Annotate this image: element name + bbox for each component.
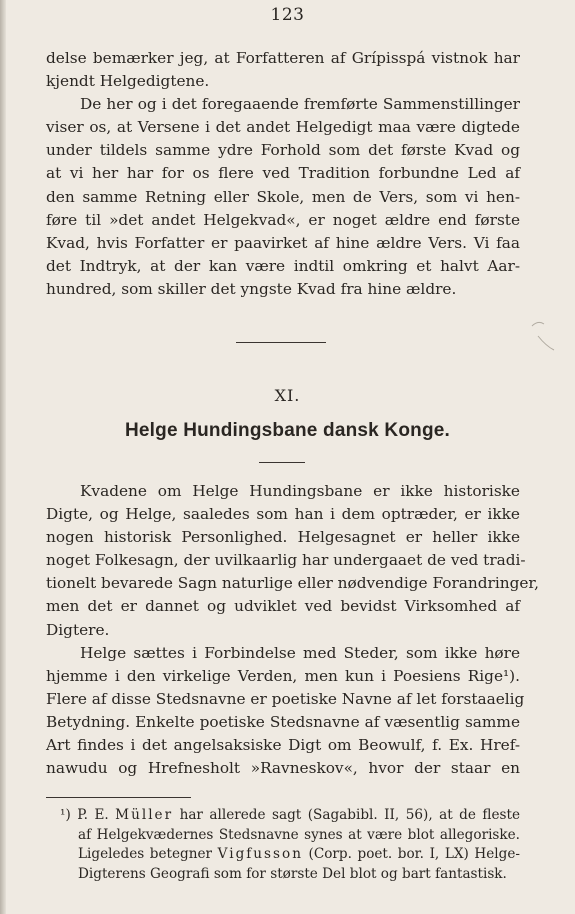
top-text <box>46 47 520 301</box>
text-line: men det er dannet og udviklet ved bevidst Virksomhed af <box>46 597 520 616</box>
text-line: noget Folkesagn, der uvilkaarlig har undergaaet de ved tradi- <box>46 551 526 570</box>
text-line: nawudu og Hrefnesholt »Ravneskov«, hvor der staar en <box>46 759 520 778</box>
text-line: den samme Retning eller Skole, men de Vers, som vi hen- <box>46 187 520 206</box>
footnote <box>46 806 520 884</box>
footnote-text: Ligeledes betegner <box>78 846 218 863</box>
text-line: Art findes i det angelsaksiske Digt om Beowulf, f. Ex. Href- <box>46 736 520 755</box>
text-line: det Indtryk, at der kan være indtil omkring et halvt Aar- <box>46 256 520 275</box>
body-text <box>46 480 539 780</box>
text-line: viser os, at Versene i det andet Helgedigt maa være digtede <box>46 118 520 137</box>
text-line: Flere af disse Stedsnavne er poetiske Navne af let forstaaelig <box>46 689 525 708</box>
footnote-text: af Helgekvædernes Stedsnavne synes at være blot allegoriske. <box>78 826 520 843</box>
text-line: nogen historisk Personlighed. Helgesagnet er heller ikke <box>46 528 520 547</box>
text-line: Digte, og Helge, saaledes som han i dem optræder, er ikke <box>46 505 520 524</box>
text-line: Digtere. <box>46 620 110 639</box>
author-name: Vigfusson <box>217 846 303 863</box>
footnote-line <box>46 826 520 846</box>
chapter-number: XI. <box>274 386 301 405</box>
text-line: delse bemærker jeg, at Forfatteren af Grípisspá vistnok har <box>46 49 520 67</box>
page-number: 123 <box>270 5 305 25</box>
footnote-text: (Corp. poet. bor. I, LX) Helge- <box>302 846 520 863</box>
text-line: at vi her har for os flere ved Tradition forbundne Led af <box>46 164 520 183</box>
text-line: Kvad, hvis Forfatter er paavirket af hine ældre Vers. Vi faa <box>46 233 520 252</box>
text-line: føre til »det andet Helgekvad«, er noget ældre end første <box>46 210 520 229</box>
author-name: Müller <box>115 807 174 823</box>
section-divider <box>236 342 326 343</box>
footnote-text: P. E. <box>77 807 116 823</box>
page-edge-shadow <box>0 0 6 914</box>
text-line: Helge sættes i Forbindelse med Steder, som ikke høre <box>80 643 520 662</box>
footnote-line <box>46 806 520 826</box>
footnote-text: Digterens Geografi som for største Del blot og bart fantastisk. <box>78 865 507 882</box>
title-rule <box>259 462 305 463</box>
chapter-title: Helge Hundingsbane dansk Konge. <box>124 420 451 441</box>
text-line: De her og i det foregaaende fremførte Sammenstillinger <box>80 95 520 114</box>
text-line: tionelt bevarede Sagn naturlige eller nødvendige Forandringer, <box>46 574 539 593</box>
footnote-marker: ¹) <box>60 807 71 823</box>
footnote-line <box>46 845 520 865</box>
text-line: kjendt Helgedigtene. <box>46 72 210 91</box>
text-line: under tildels samme ydre Forhold som det første Kvad og <box>46 141 520 160</box>
footnote-text: har allerede sagt (Sagabibl. II, 56), at de fleste <box>173 807 520 823</box>
text-line: hundred, som skiller det yngste Kvad fra hine ældre. <box>46 279 457 298</box>
footnote-rule <box>46 797 191 798</box>
text-line: Betydning. Enkelte poetiske Stedsnavne af væsentlig samme <box>46 712 520 731</box>
text-line: hjemme i den virkelige Verden, men kun i Poesiens Rige¹). <box>46 666 520 685</box>
pencil-mark <box>528 318 558 358</box>
text-line: Kvadene om Helge Hundingsbane er ikke historiske <box>80 482 520 500</box>
footnote-line <box>46 865 520 885</box>
